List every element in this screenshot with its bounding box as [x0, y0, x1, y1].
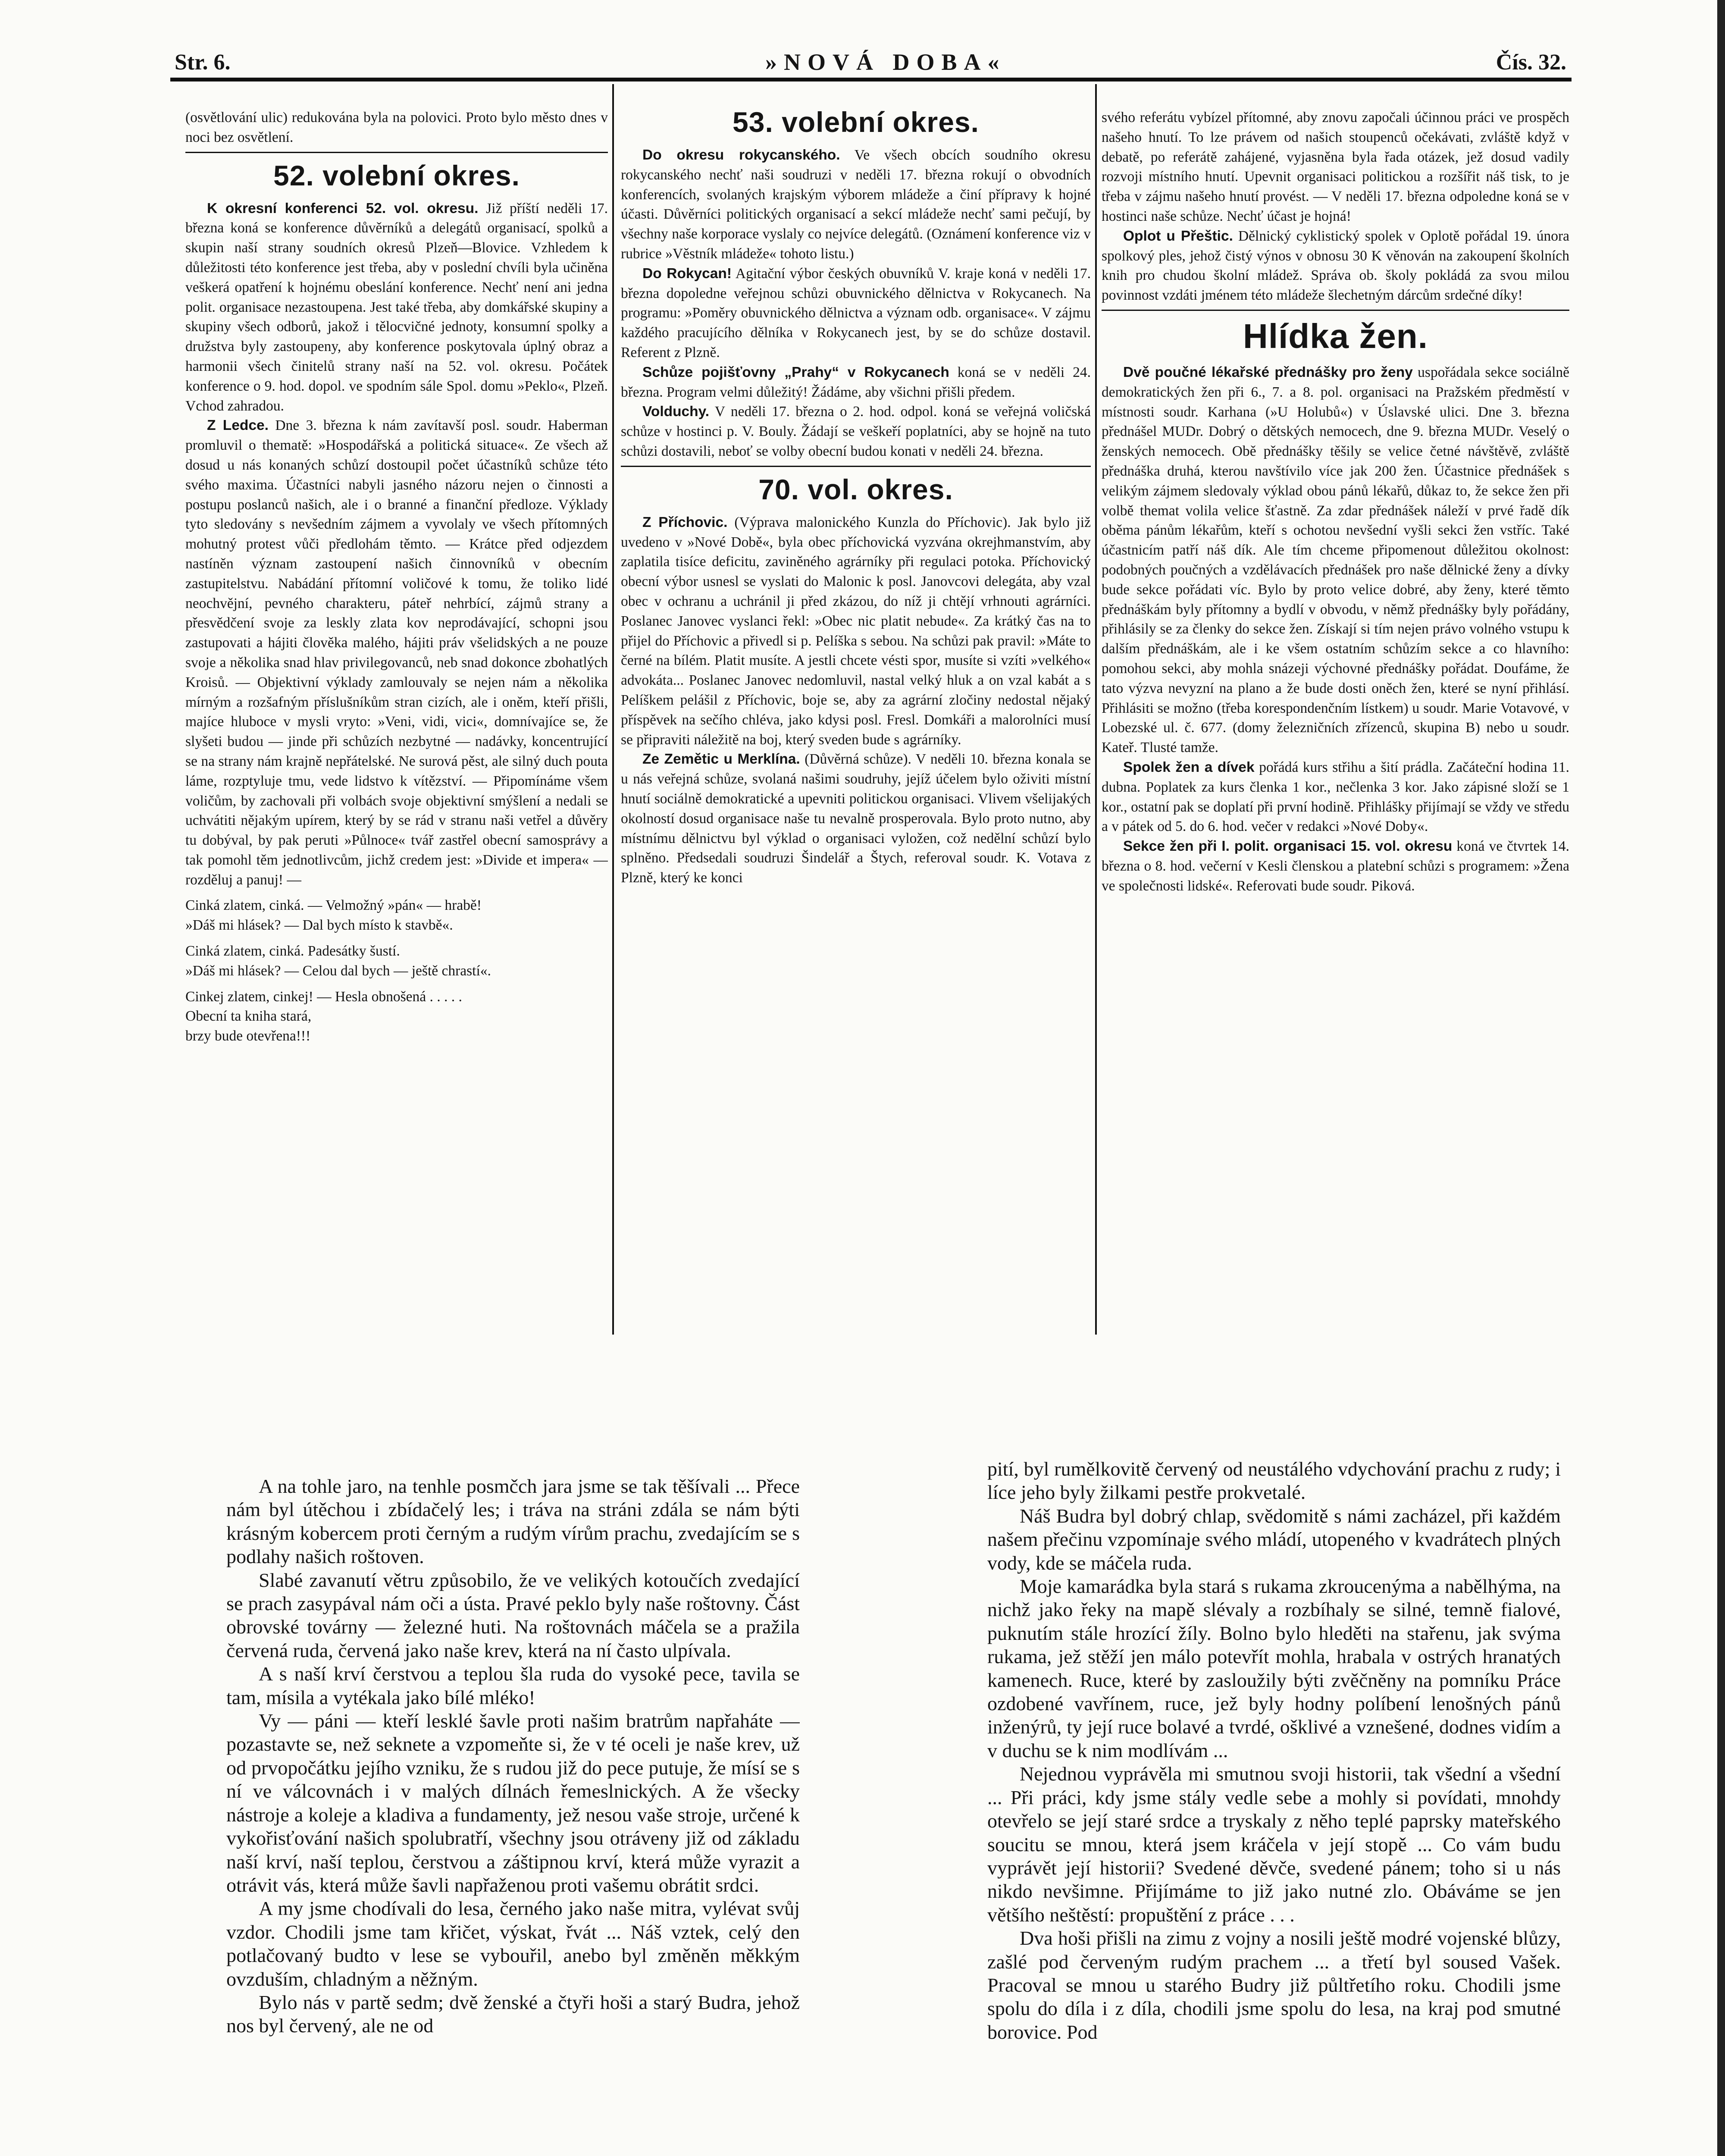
poem-line: Cinká zlatem, cinká. — Velmožný »pán« — hrabě! — [185, 897, 482, 914]
section-rule — [1102, 310, 1569, 311]
article-body: V neděli 17. března o 2. hod. odpol. koná se veřejná voličská schůze v hostinci p. V. Bouly. Žádají se veškeří poplatníci, aby se hojně na tuto schůzi dostavili, neboť se volby obecní budou konati v neděli 24. března. — [621, 404, 1091, 459]
article-lead: Oplot u Přeštic. — [1123, 228, 1233, 244]
column-3-paragraph: svého referátu vybízel přítomné, aby znovu započali účinnou práci ve prospěch našeho hnutí. To lze právem od našich stoupenců očekávati, zvláště když v debatě, po referátě zahájené, vyjasněna byla řada otázek, jež dosud vadily rozvoji místního hnutí. Upevnit organisaci politickou a rozšířit náš tisk, to je třeba v zájmu našeho hnutí provést. — V neděli 17. března odpoledne koná se v hostinci naše schůze. Nechť účast je hojná! — [1102, 110, 1569, 224]
article-lead: Dvě poučné lékařské přednášky pro ženy — [1123, 364, 1413, 380]
article-lead: Do okresu rokycanského. — [642, 147, 840, 163]
column-1-paragraph: (osvětlování ulic) redukována byla na polovici. Proto bylo město dnes v noci bez osvětlení. — [185, 110, 608, 145]
story-paragraph: Vy — páni — kteří lesklé šavle proti našim bratrům napřaháte — pozastavte se, než seknete a vzpomeňte si, že v té oceli je naše krev, už od prvopočátku jejího vzniku, že s rudou již do pece putuje, že mísí se s ní ve válcovnách i v malých dílnách řemeslnických. A že všecky nástroje a koleje a kladiva a fundamenty, jež nesou vaše stroje, určené k vykořisťování našich spolubratří, všechny jsou otráveny již od základu naší krví, naší teplou, čerstvou a záštipnou krví, která může vyrazit a otrávit vás, která může šavli napřaženou proti vašemu obrátit srdci. — [226, 1710, 800, 1896]
article-body: Dne 3. března k nám zavítavší posl. soudr. Haberman promluvil o thematě: »Hospodářská a politická situace«. Ze všech až dosud u nás konaných schůzí dostoupil počet účastníků schůze této svého maxima. Účastníci nabyli jasného názoru nejen o činnosti a postupu poslanců našich, ale i o branné a finanční předloze. Výklady tyto sledovány s nevšedním zájmem a vyvolaly ve všech přítomných mohutný protest vůči předlohám těmto. — Krátce před odjezdem nastíněn význam zastoupení našich činnovníků v obecním zastupitelstvu. Nabádání přítomní voličové k tomu, že toliko lidé neochvějní, pevného charakteru, páteř nehrbící, zájmů strany a přesvědčení svoje za leskly zlata kov neprodávající, schopni jsou zastupovati a hájiti člověka malého, hájiti práv všelidských a ne pouze svoje a několika snad hlav privilegovanců, neb snad dokonce zbohatlých Kroisů. — Objektivní výklady zamlouvaly se nejen nám a několika mírným a rozšafným příslušníkům stran cizích, ale i oněm, kteří přišli, majíce hluboce v mysli vryto: »Veni, vidi, vici«, domnívajíce se, že slyšeti budou — jinde při schůzích nezbytné — nadávky, koncentrující se na strany nám krajně nepřátelské. Ne surová pěst, ale silný duch pouta láme, rozptyluje tmu, vede lidstvo k vítězství. — Připomínáme všem voličům, by zachovali při volbách svoje objektivní smýšlení a nedali se uchvátiti nějakým upírem, který by se rád v stranu naši vetřel a důvěry tu dobýval, by pak peruti »Půlnoce« tvář zastřel obecní samosprávy a tak pomohl těm jednotlivcům, jichž credem jest: »Divide et impera« — rozděluj a panuj! — — [185, 417, 608, 888]
story-paragraph: Bylo nás v partě sedm; dvě ženské a čtyři hoši a starý Budra, jehož nos byl červený, ale ne od — [226, 1991, 800, 2037]
page-number-label: Str. 6. — [175, 50, 231, 75]
scan-edge — [1717, 0, 1725, 2156]
article-body: Ve všech obcích soudního okresu rokycanského nechť naši soudruzi v neděli 17. března rokují o obvodních konferencích, svolaných krajským výborem mládeže a činí přípravy k hojné účasti. Důvěrníci politických organisací a sekcí mládeže nechť sami pečují, by všechny naše korporace vyslaly co nejvíce delegátů. (Oznámení konference viz v rubrice »Věstník mládeže« tohoto listu.) — [621, 147, 1091, 262]
article-body: koná se v neděli 24. března. Program velmi důležitý! Žádáme, aby všichni přišli předem. — [621, 364, 1091, 400]
poem-line: »Dáš mi hlásek? — Celou dal bych — ještě chrastí«. — [185, 962, 491, 979]
article-lead: Z Příchovic. — [642, 514, 728, 530]
article-lead: Volduchy. — [642, 404, 710, 420]
story-paragraph: A my jsme chodívali do lesa, černého jako naše mitra, vylévat svůj vzdor. Chodili jsme tam křičet, výskat, řvát ... Náš vztek, celý den potlačovaný budto v lese se vybouřil, anebo byl změněn měkkým ovzduším, chladným a něžným. — [226, 1897, 800, 1990]
article-lead: Do Rokycan! — [642, 265, 732, 282]
newspaper-title: »NOVÁ DOBA« — [765, 49, 1006, 75]
heading-hlidka-zen: Hlídka žen. — [1243, 317, 1428, 355]
article-body: (Výprava malonického Kunzla do Příchovic). Jak bylo již uvedeno v »Nové Době«, byla obec příchovická vyzvána okrejhmanstvím, aby zaplatila tisíce deficitu, zaviněného agrárníky při regulaci potoka. Příchovický obecní výbor usnesl se vyslati do Malonic k posl. Janovcovi delegáta, aby vzal obec v ochranu a uchránil ji před zkázou, do níž ji chtějí vrhnouti agrárníci. Poslanec Janovec vyslanci řekl: »Obec nic platit nebude«. Za krátký čas na to přijel do Příchovic a přivedl si p. Pelíška s sebou. Na schůzi pak pravil: »Máte to černé na bílém. Platit musíte. A jestli chcete vésti spor, musíte si vzíti »velkého« advokáta... Poslanec Janovec nedomluvil, nastal velký hluk a on vzal kabát a s Pelíškem pelášil z Příchovic, boje se, aby za agrární zločiny nedostal nějaký příspěvek na sečího chléva, jako kdysi posl. Fresl. Domkáři a malorolníci musí se připraviti náležitě na boj, který sveden bude s agrárníky. — [621, 514, 1091, 748]
issue-number: Čís. 32. — [1496, 50, 1566, 75]
column-divider-2 — [1095, 84, 1097, 1335]
article-lead: Schůze pojišťovny „Prahy“ v Rokycanech — [642, 364, 949, 380]
article-body: Agitační výbor českých obuvníků V. kraje koná v neděli 17. března dopoledne veřejnou schůzi obuvnického dělnictva v Rokycanech. Na programu: »Poměry obuvnického dělnictva a význam odb. organisace«. V zájmu každého pracujícího dělníka v Rokycanech jest, by se do schůze dostavil. Referent z Plzně. — [621, 265, 1091, 360]
section-rule — [621, 466, 1091, 467]
story-paragraph: A na tohle jaro, na tenhle posmčch jara jsme se tak těšívali ... Přece nám byl útěchou i zbídačelý les; i tráva na stráni zdála se nám býti krásným kobercem proti černým a rudým vírům prachu, zvedajícím se s podlahy našich roštoven. — [226, 1475, 800, 1568]
section-rule — [185, 152, 608, 153]
story-paragraph: pití, byl rumělkovitě červený od neustálého vdychování prachu z rudy; i líce jeho byly žilkami pestře prokvetalé. — [987, 1458, 1561, 1504]
poem-line: Cinká zlatem, cinká. Padesátky šustí. — [185, 943, 400, 959]
article-body: koná ve čtvrtek 14. března o 8. hod. večerní v Kesli členskou a platební schůzi s programem: »Žena ve společnosti lidské«. Referovati bude soudr. Piková. — [1102, 838, 1569, 894]
poem-line: Obecní ta kniha stará, — [185, 1008, 312, 1025]
story-column-right — [987, 1457, 1561, 2156]
page-header — [170, 45, 1572, 80]
story-paragraph: Náš Budra byl dobrý chlap, svědomitě s námi zacházel, při každém našem přečinu vzpomínaje svého mládí, utopeného v kvadrátech plných vody, kde se máčela ruda. — [987, 1504, 1561, 1574]
article-lead: Spolek žen a dívek — [1123, 759, 1255, 775]
article-lead: Ze Zemětic u Merklína. — [642, 751, 800, 768]
heading-70-vol-okres: 70. vol. okres. — [758, 473, 953, 505]
article-body: uspořádala sekce sociálně demokratických žen při 6., 7. a 8. pol. organisaci na Pražském předměstí v místnosti soudr. Karhana (»U Holubů«) v Úslavské ulici. Dne 3. března přednášel MUDr. Dobrý o dětských nemocech, dne 9. března MUDr. Veselý o ženských nemocech. Obě přednášky těšily se velice četné návštěvě, zvláště přednáška druhá, kterou navštívilo více jak 200 žen. Účastnice přednášek s velikým zájmem sledovaly výklad obou pánů lékařů, důkaz to, že sekce žen při volbě themat volila velice šťastně. Za zdar přednášek náleží v prvé řadě dík oběma pánům lékařům, kteří s ochotou nevšední vyšli sekci žen vstříc. Také účastnicím patří náš dík. Ale tím chceme připomenout důležitou okolnost: podobných poučných a vzdělávacích přednášek pro naše dělnické ženy a dívky bude sekce pořádati víc. Bylo by proto velice dobré, aby ženy, které těmto přednáškám byly přítomny a bydlí v obvodu, v němž přednášky byly pořádány, přihlásily se za členky do sekce žen. Získají si tím nejen právo volného vstupu k dalším přednáškám, ale i ke všem ostatním schůzím sekce a co hlavního: pomohou sekci, aby mohla snázeji výchovné přednášky pořádat. Doufáme, že tato výzva nevyzní na plano a že bude dosti oněch žen, které se nyní přihlásí. Přihlásiti se možno (třeba korespondenčním lístkem) u soudr. Marie Votavové, v Lobezské ul. č. 677. (domy železničních zřízenců, skupina B) nebo u soudr. Kateř. Tlusté tamže. — [1102, 364, 1569, 756]
story-paragraph: Nejednou vyprávěla mi smutnou svoji historii, tak všední a všední ... Při práci, kdy jsme stály vedle sebe a mohly si povídati, mnohdy otevřelo se její staré srdce a tryskaly z něho teplé paprsky mateřského soucitu se mnou, která jsem kráčela v její stopě ... Co vám budu vyprávět její historii? Svedené děvče, svedené pánem; toho si u nás nikdo nevšimne. Přijímáme to již jako nutné zlo. Obáváme se jen většího neštěstí: propuštění z práce . . . — [987, 1763, 1561, 1926]
column-1 — [185, 108, 608, 1328]
article-body: (Důvěrná schůze). V neděli 10. března konala se u nás veřejná schůze, svolaná našimi soudruhy, jejíž účelem bylo oživiti místní hnutí sociálně demokratické a upevniti politickou organisaci. Vlivem všelijakých okolností dosud organisace naše tu nevalně prosperovala. Bylo proto nutno, aby místnímu dělnictvu byl výklad o organisaci vyložen, což nedělní schůzí bylo splněno. Předsedali soudruzi Šindelář a Štych, referoval soudr. K. Votava z Plzně, který ke konci — [621, 751, 1091, 886]
poem — [185, 896, 608, 1046]
column-divider-1 — [612, 84, 614, 1335]
heading-52-volebni-okres: 52. volební okres. — [273, 159, 520, 191]
article-lead: K okresní konferenci 52. vol. okresu. — [207, 200, 479, 216]
poem-line: »Dáš mi hlásek? — Dal bych místo k stavbě«. — [185, 917, 453, 934]
article-body: Již příští neděli 17. března koná se konference důvěrníků a delegátů organisací, spolků a skupin naší strany soudních okresů Plzeň—Blovice. Vzhledem k důležitosti této konference jest třeba, aby v poslední chvíli byla učiněna veškerá opatření k hojnému obeslání konference. Nechť není ani jedna polit. organisace nezastoupena. Jest také třeba, aby domkářské skupiny a skupiny všech odborů, jakož i tělocvičné jednoty, konsumní spolky a družstva byly zastoupeny, aby konference poskytovala úplný obraz a harmonii všech činitelů strany naší na 52. vol. okresu. Počátek konference o 9. hod. dopol. ve spodním sále Spol. domu »Peklo«, Plzeň. Vchod zahradou. — [185, 200, 608, 414]
story-paragraph: A s naší krví čerstvou a teplou šla ruda do vysoké pece, tavila se tam, mísila a vytékala jako bílé mléko! — [226, 1663, 800, 1708]
article-lead: Sekce žen při I. polit. organisaci 15. vol. okresu — [1123, 838, 1453, 855]
header-rule — [170, 78, 1572, 81]
story-column-left — [226, 1475, 800, 2156]
story-paragraph: Slabé zavanutí větru způsobilo, že ve velikých kotoučích zvedající se prach zasypával nám oči a ústa. Pravé peklo byly naše roštovny. Část obrovské továrny — železné huti. Na roštovnách máčela se a pražila červená ruda, červená jako naše krev, která na ní často ulpívala. — [226, 1569, 800, 1661]
article-body: Dělnický cyklistický spolek v Oplotě pořádal 19. února spolkový ples, jehož čistý výnos v obnosu 30 K věnován na zakoupení školních knih pro chudou školní mládež. Správa ob. školy pokládá za svou milou povinnost vzdáti jménem této mládeže šlechetným dárcům srdečné díky! — [1102, 228, 1569, 304]
column-3 — [1102, 108, 1569, 1272]
column-2 — [621, 106, 1091, 1313]
heading-53-volebni-okres: 53. volební okres. — [733, 106, 979, 138]
poem-line: Cinkej zlatem, cinkej! — Hesla obnošená . . . . . — [185, 988, 462, 1005]
article-body: pořádá kurs střihu a šití prádla. Začáteční hodina 11. dubna. Poplatek za kurs členka 1 kor., nečlenka 3 kor. Jako zápisné složí se 1 kor., ostatní pak se doplatí při první hodině. Přihlášky přijímají se vždy ve středu a v pátek od 5. do 6. hod. večer v redakci »Nové Doby«. — [1102, 759, 1569, 835]
story-paragraph: Moje kamarádka byla stará s rukama zkroucenýma a nabělhýma, na nichž jako řeky na mapě slévaly a rozbíhaly se silné, temně fialové, puknutím stále hrozící žíly. Bolno bylo hleděti na stařenu, jak svýma rukama, jež stěží jen málo potevřít mohla, hrabala v ostrých hranatých kamenech. Ruce, které by zasloužily býti zvěčněny na pomníku Práce ozdobené vavřínem, ruce, jež byly hodny políbení lenošných pánů inženýrů, ty její ruce bolavé a tvrdé, ošklivé a vznešené, dodnes vidím a v duchu se k nim modlívám ... — [987, 1575, 1561, 1761]
poem-line: brzy bude otevřena!!! — [185, 1028, 311, 1044]
story-paragraph: Dva hoši přišli na zimu z vojny a nosili ještě modré vojenské blůzy, zašlé pod červeným rudým prachem ... a třetí byl soused Vašek. Pracoval se mnou u starého Budry již půltřetího roku. Chodili jsme spolu do díla i z díla, chodili jsme spolu do lesa, na kraj pod smutné borovice. Pod — [987, 1927, 1561, 2043]
article-lead: Z Ledce. — [207, 417, 269, 434]
